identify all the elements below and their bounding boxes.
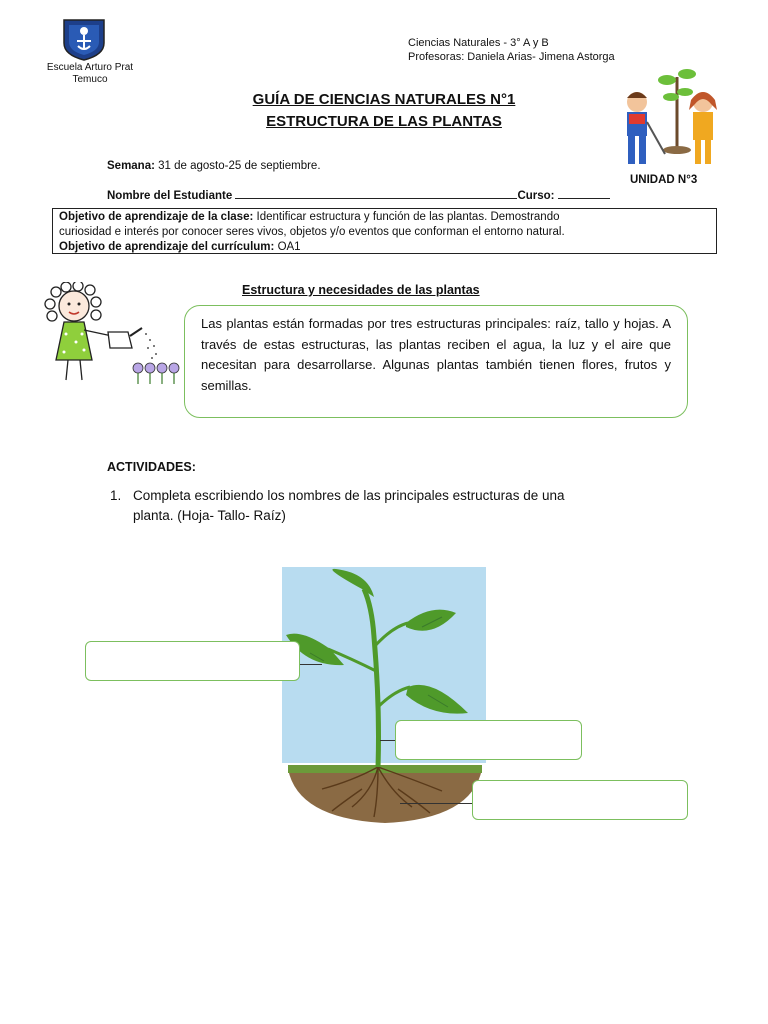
- curriculum-objective-value: OA1: [277, 241, 301, 253]
- week-value: 31 de agosto-25 de septiembre.: [158, 160, 321, 172]
- objectives-box: [52, 208, 717, 254]
- answer-box-stem[interactable]: [395, 720, 582, 760]
- activities-heading: ACTIVIDADES:: [107, 460, 196, 474]
- activity-item-text-2: planta. (Hoja- Tallo- Raíz): [133, 508, 286, 523]
- activity-item-text-1: Completa escribiendo los nombres de las principales estructuras de una: [133, 488, 565, 503]
- student-label: Nombre del Estudiante: [107, 190, 233, 202]
- curriculum-objective: [59, 240, 710, 255]
- class-objective-text-1: Identificar estructura y función de las plantas. Demostrando: [256, 211, 560, 223]
- subject-line: Ciencias Naturales - 3° A y B: [408, 37, 549, 49]
- course-label: Curso:: [517, 190, 555, 202]
- page-title: GUÍA DE CIENCIAS NATURALES N°1: [252, 91, 516, 108]
- answer-box-leaf[interactable]: [85, 641, 300, 681]
- class-objective-label: Objetivo de aprendizaje de la clase:: [59, 211, 254, 223]
- week-row: [107, 160, 321, 172]
- info-text-box: Las plantas están formadas por tres estructuras principales: raíz, tallo y hojas. A través de estas estructuras, las plantas reciben el agua, la luz y el aire que necesitan para desarrollarse. Algunas plantas también tienen flores, frutos y semillas.: [184, 305, 688, 418]
- class-objective-line1: [59, 210, 710, 225]
- plant-diagram: [282, 567, 486, 825]
- page-subtitle: ESTRUCTURA DE LAS PLANTAS: [266, 113, 502, 130]
- school-city: Temuco: [72, 74, 108, 85]
- unit-label: UNIDAD N°3: [630, 174, 698, 186]
- pointer-line-leaf: [300, 664, 322, 665]
- section-heading: Estructura y necesidades de las plantas: [242, 283, 480, 297]
- course-blank[interactable]: [558, 187, 610, 199]
- school-logo: [61, 17, 107, 61]
- student-name-blank[interactable]: [235, 187, 517, 199]
- girl-watering-illustration: [42, 282, 182, 390]
- class-objective-text-2: curiosidad e interés por conocer seres vivos, objetos y/o eventos que conforman el entorno natural.: [59, 226, 565, 238]
- student-row: [107, 187, 610, 202]
- week-label: Semana:: [107, 160, 155, 172]
- pointer-line-stem: [380, 740, 396, 741]
- teachers-line: Profesoras: Daniela Arias- Jimena Astorga: [408, 51, 615, 63]
- curriculum-objective-label: Objetivo de aprendizaje del currículum:: [59, 241, 275, 253]
- activity-item-number: 1.: [110, 488, 122, 503]
- answer-box-root[interactable]: [472, 780, 688, 820]
- school-name: Escuela Arturo Prat: [46, 62, 134, 73]
- pointer-line-root: [400, 803, 472, 804]
